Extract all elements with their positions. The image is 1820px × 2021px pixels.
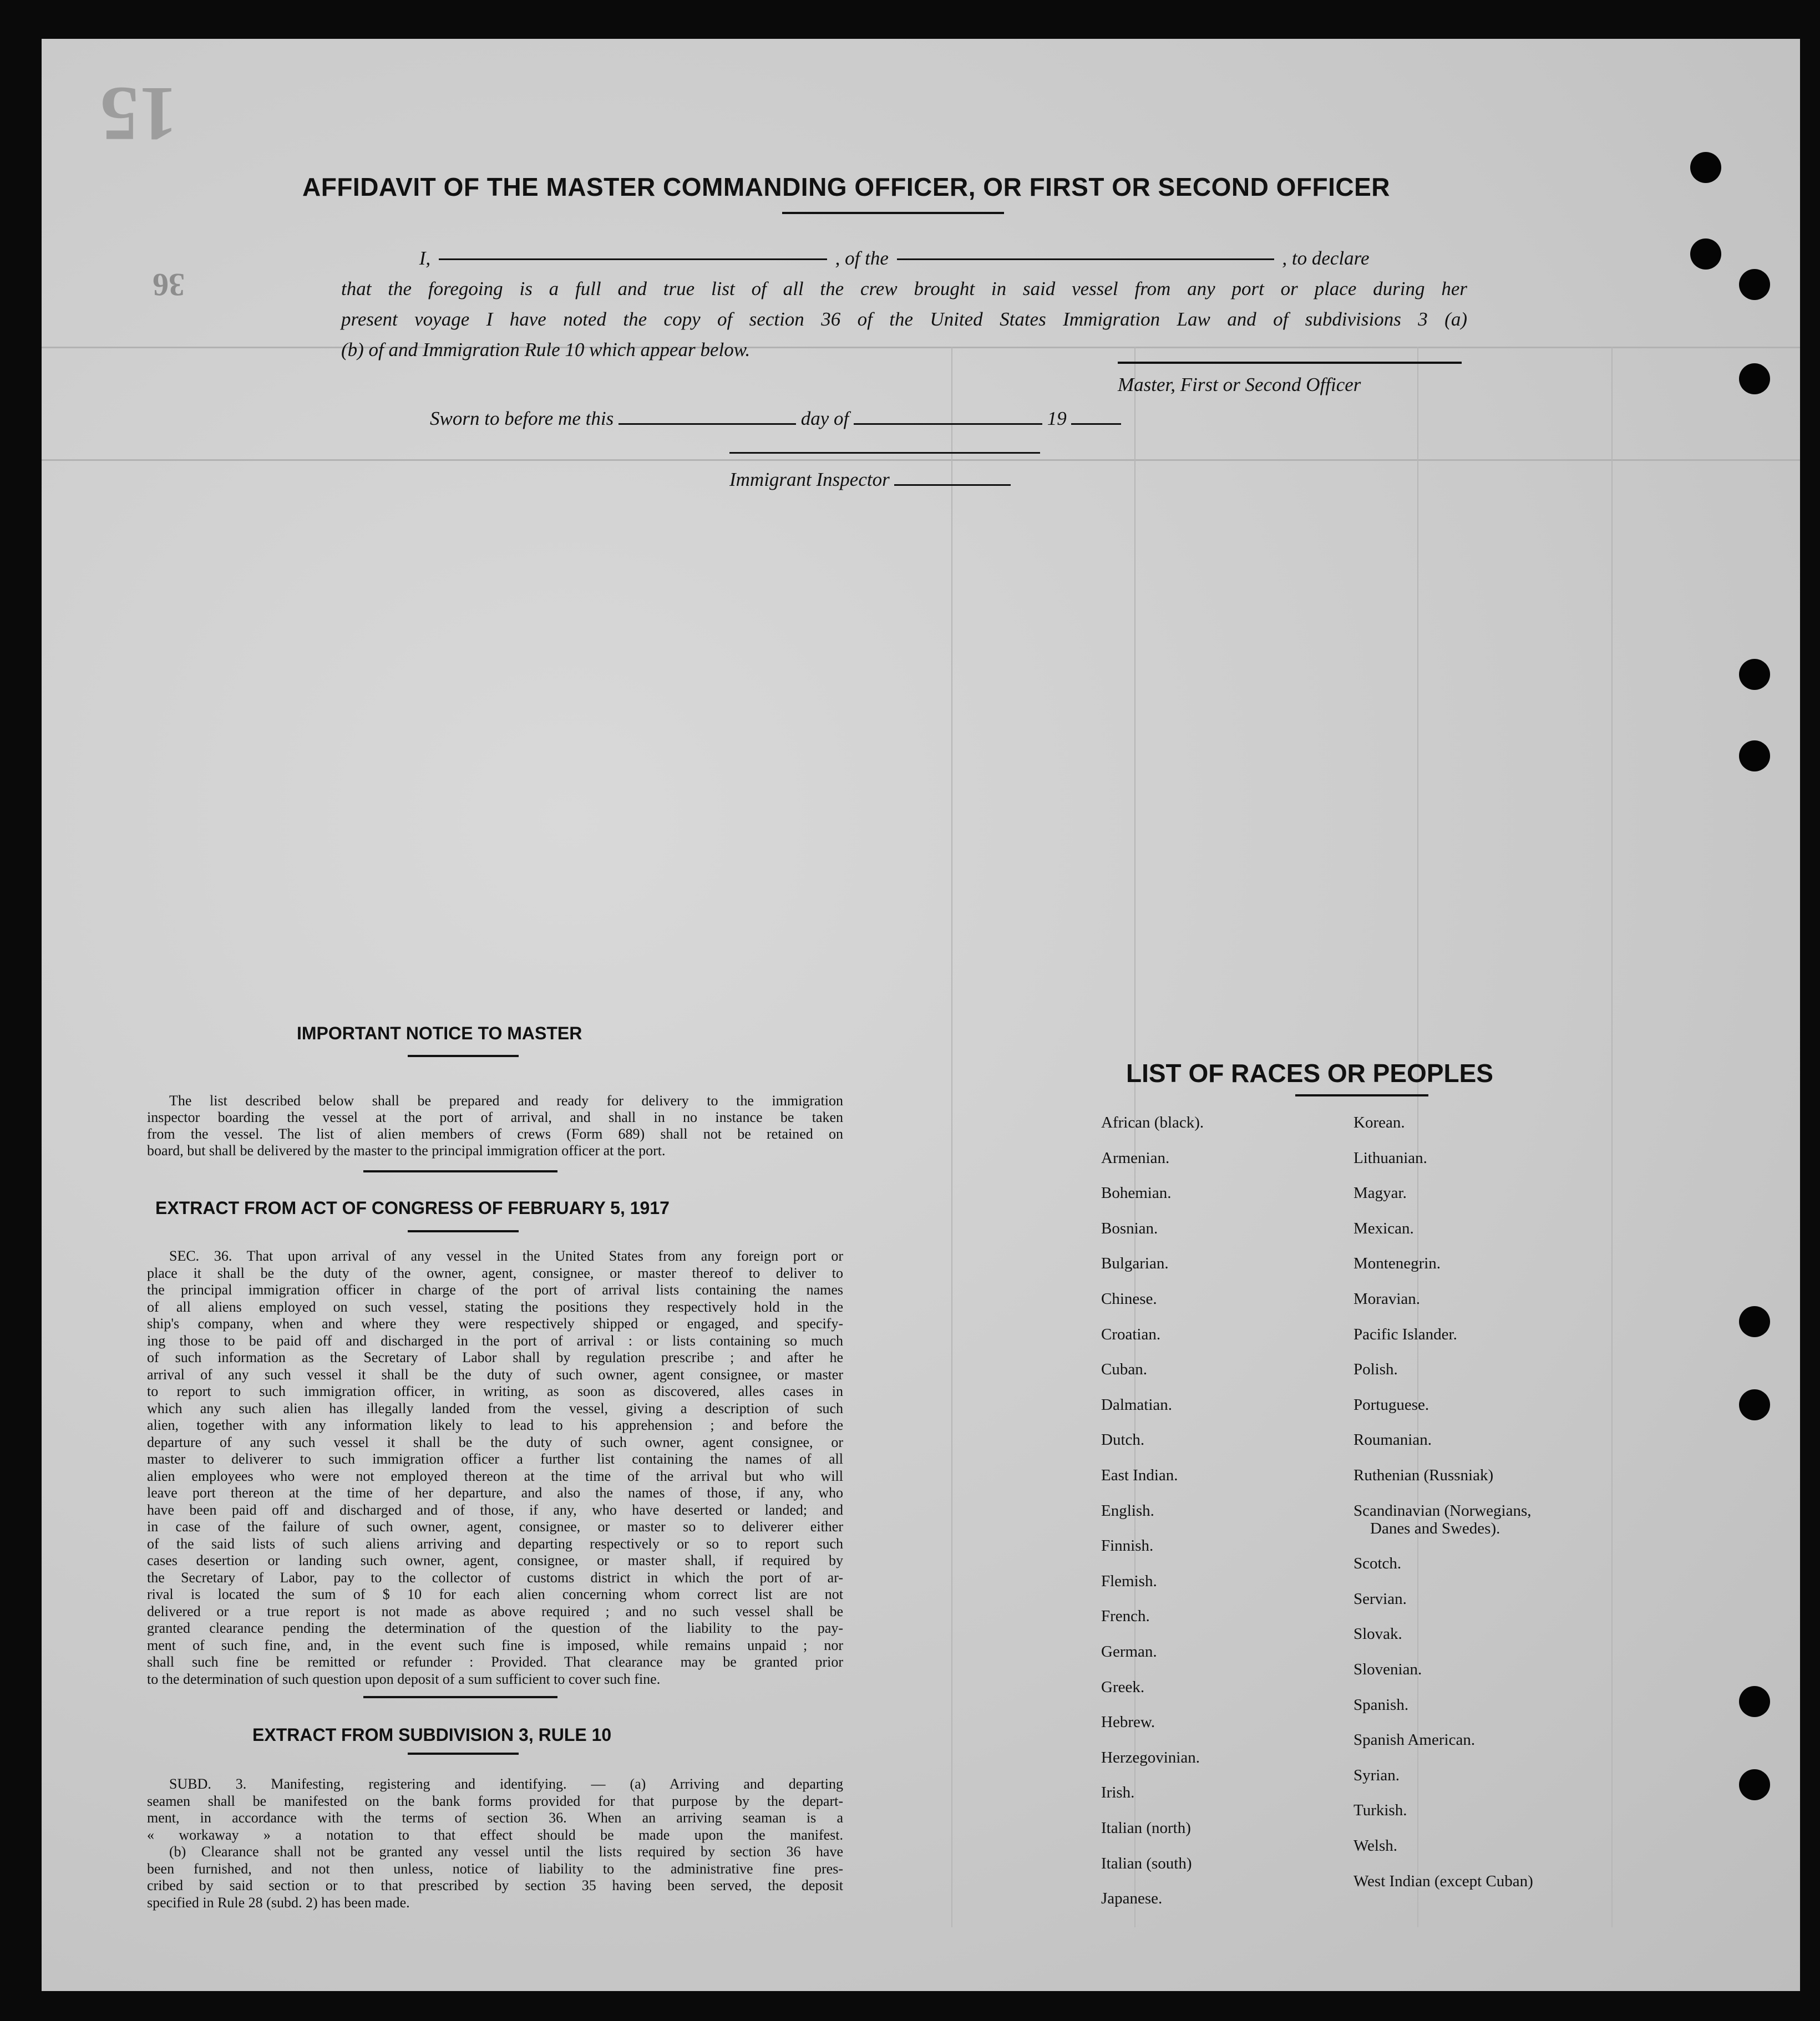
paragraph-line: the Secretary of Labor, pay to the collector of customs district in which the port of ar- <box>147 1569 843 1586</box>
paragraph-line: ment of such fine, and, in the event such fine is imposed, while remains unpaid ; nor <box>147 1637 843 1653</box>
paragraph-line: The list described below shall be prepared and ready for delivery to the immigration <box>169 1093 843 1109</box>
paragraph-line: specified in Rule 28 (subd. 2) has been made. <box>147 1894 410 1911</box>
paragraph-line: shall such fine be remitted or refunder : Provided. That clearance may be granted prior <box>147 1654 843 1670</box>
notice-title: IMPORTANT NOTICE TO MASTER <box>297 1023 582 1043</box>
race-item: German. <box>1101 1643 1157 1661</box>
race-item: Croatian. <box>1101 1325 1161 1343</box>
paragraph-line: to report to such immigration officer, in writing, as soon as discovered, alles cases in <box>147 1383 843 1399</box>
race-item: Welsh. <box>1353 1837 1398 1855</box>
race-item: Spanish. <box>1353 1695 1409 1714</box>
paragraph-line: alien, together with any information likely to lead to his apprehension ; and before the <box>147 1417 843 1433</box>
punch-hole <box>1739 1686 1770 1717</box>
rule-10-title: EXTRACT FROM SUBDIVISION 3, RULE 10 <box>252 1725 612 1745</box>
master-signature-field[interactable] <box>1118 362 1462 364</box>
race-item: Scandinavian (Norwegians, <box>1353 1501 1532 1520</box>
paragraph-line: SUBD. 3. Manifesting, registering and identifying. — (a) Arriving and departing <box>169 1776 843 1792</box>
races-underline <box>1295 1094 1428 1096</box>
affidavit-line-3: present voyage I have noted the copy of section 36 of the United States Immigration Law and of subdivisions 3 (a) <box>341 308 1467 330</box>
race-item: Portuguese. <box>1353 1395 1429 1414</box>
paragraph-line: of all aliens employed on such vessel, stating the positions they respectively hold in the <box>147 1298 843 1315</box>
paragraph-line: arrival of any such vessel it shall be the duty of such owner, agent consignee, or master <box>147 1366 843 1383</box>
paragraph-line: leave port thereon at the time of her departure, and also the names of those, if any, who <box>147 1485 843 1501</box>
race-item: Greek. <box>1101 1678 1145 1696</box>
race-item: Armenian. <box>1101 1149 1170 1167</box>
sworn-line <box>430 408 1121 430</box>
inspector-field[interactable] <box>894 484 1011 486</box>
race-item: Bosnian. <box>1101 1219 1158 1237</box>
race-item: Finnish. <box>1101 1537 1154 1555</box>
paragraph-line: cases desertion or landing such owner, agent, consignee, or master shall, if required by <box>147 1552 843 1568</box>
sworn-month-field[interactable] <box>854 423 1042 425</box>
paragraph-line: ing those to be paid off and discharged in the port of arrival : or lists containing so much <box>147 1332 843 1349</box>
race-item: English. <box>1101 1501 1154 1520</box>
sworn-label: Sworn to before me this <box>430 408 614 429</box>
paragraph-line: been furnished, and not then unless, notice of liability to the administrative fine pres- <box>147 1860 843 1877</box>
race-item: Danes and Swedes). <box>1370 1519 1500 1537</box>
paragraph-line: board, but shall be delivered by the master to the principal immigration officer at the port. <box>147 1142 666 1159</box>
inspector-line <box>729 469 1011 491</box>
race-item: Mexican. <box>1353 1219 1414 1237</box>
race-item: Slovak. <box>1353 1625 1402 1643</box>
race-item: Ruthenian (Russniak) <box>1353 1466 1494 1484</box>
side-number: 36 <box>153 267 185 303</box>
races-title: LIST OF RACES OR PEOPLES <box>1126 1059 1493 1088</box>
race-item: Moravian. <box>1353 1290 1420 1308</box>
paragraph-line: which any such alien has illegally landed from the vessel, giving a description of such <box>147 1400 843 1416</box>
punch-hole <box>1690 152 1721 183</box>
race-item: Syrian. <box>1353 1766 1400 1784</box>
sworn-year-field[interactable] <box>1071 423 1121 425</box>
notice-underline <box>408 1055 519 1057</box>
of-the-label: , of the <box>835 247 889 269</box>
race-item: Chinese. <box>1101 1290 1157 1308</box>
paragraph-line: place it shall be the duty of the owner, agent, consignee, or master thereof to deliver to <box>147 1265 843 1281</box>
punch-hole <box>1739 740 1770 771</box>
paragraph-line: departure of any such vessel it shall be the duty of such owner, agent consignee, or <box>147 1434 843 1450</box>
inspector-signature-line[interactable] <box>729 452 1040 454</box>
sworn-day-field[interactable] <box>619 423 796 425</box>
punch-hole <box>1739 1389 1770 1420</box>
affidavit-body <box>341 243 1467 365</box>
race-item: Korean. <box>1353 1114 1405 1131</box>
paragraph-line: rival is located the sum of $ 10 for each alien concerning whom correct list are not <box>147 1586 843 1602</box>
paragraph-line: delivered or a true report is not made as above required ; and no such vessel shall be <box>147 1603 843 1619</box>
master-signature-label: Master, First or Second Officer <box>1118 374 1361 395</box>
paragraph-line: cribed by said section or to that prescribed by section 35 having been served, the deposit <box>147 1877 843 1893</box>
divider <box>363 1170 557 1172</box>
punch-hole <box>1739 1306 1770 1337</box>
affidavit-title: AFFIDAVIT OF THE MASTER COMMANDING OFFICER, OR FIRST OR SECOND OFFICER <box>302 172 1390 201</box>
race-item: Japanese. <box>1101 1890 1163 1908</box>
paragraph-line: to the determination of such question upon deposit of a sum sufficient to cover such fine. <box>147 1670 661 1687</box>
paragraph-line: in case of the failure of such owner, agent, consignee, or master so to deliverer either <box>147 1519 843 1535</box>
officer-name-field[interactable] <box>439 258 827 260</box>
race-item: Montenegrin. <box>1353 1255 1441 1273</box>
bleed-through-column-line <box>1417 347 1418 1927</box>
divider <box>363 1696 557 1698</box>
race-item: Spanish American. <box>1353 1731 1476 1749</box>
paragraph-line: seamen shall be manifested on the bank forms provided for that purpose by the depart- <box>147 1793 843 1809</box>
race-item: Cuban. <box>1101 1360 1147 1379</box>
paragraph-line: ship's company, when and where they were respectively shipped or engaged, and specify- <box>147 1316 843 1332</box>
race-item: Bohemian. <box>1101 1184 1172 1202</box>
section-36-body <box>147 1248 843 1688</box>
paragraph-line: from the vessel. The list of alien members of crews (Form 689) shall not be retained on <box>147 1126 843 1142</box>
bleed-through-column-line <box>951 347 952 1927</box>
race-item: Hebrew. <box>1101 1713 1155 1731</box>
congress-extract-title: EXTRACT FROM ACT OF CONGRESS OF FEBRUARY 5, 1917 <box>155 1198 670 1218</box>
rule-10-underline <box>408 1753 519 1755</box>
paragraph-line: « workaway » a notation to that effect should be made upon the manifest. <box>147 1826 843 1843</box>
vessel-name-field[interactable] <box>897 258 1274 260</box>
race-item: African (black). <box>1101 1114 1204 1131</box>
paragraph-line: of the said lists of such aliens arriving and departing respectively or so to report such <box>147 1535 843 1552</box>
to-declare-label: , to declare <box>1282 247 1370 269</box>
paragraph-line: inspector boarding the vessel at the port of arrival, and shall in no instance be taken <box>147 1109 843 1125</box>
race-item: Lithuanian. <box>1353 1149 1427 1167</box>
race-item: Dalmatian. <box>1101 1395 1173 1414</box>
affidavit-line-2: that the foregoing is a full and true list of all the crew brought in said vessel from any port or place during her <box>341 278 1467 299</box>
race-item: Herzegovinian. <box>1101 1748 1200 1766</box>
race-item: Magyar. <box>1353 1184 1407 1202</box>
paragraph-line: master to deliverer to such immigration officer a further list containing the names of all <box>147 1451 843 1467</box>
punch-hole <box>1739 363 1770 394</box>
race-item: Roumanian. <box>1353 1431 1432 1449</box>
congress-underline <box>408 1230 519 1232</box>
i-label: I, <box>419 247 431 269</box>
title-underline <box>782 212 1004 214</box>
race-item: Slovenian. <box>1353 1661 1422 1678</box>
affidavit-declaration-line <box>341 243 1467 273</box>
notice-body <box>147 1093 843 1159</box>
paragraph-line: alien employees who were not employed thereon at the time of the arrival but who will <box>147 1467 843 1484</box>
paragraph-line: have been paid off and discharged and of those, if any, who have deserted or landed; and <box>147 1501 843 1518</box>
race-item: East Indian. <box>1101 1466 1178 1484</box>
rule-10-body <box>147 1776 843 1911</box>
race-item: French. <box>1101 1607 1150 1626</box>
race-item: Servian. <box>1353 1590 1407 1608</box>
inspector-label: Immigrant Inspector <box>729 469 890 490</box>
paragraph-line: the principal immigration officer in charge of the port of arrival lists containing the names <box>147 1282 843 1298</box>
paragraph-line: (b) Clearance shall not be granted any vessel until the lists required by section 36 have <box>169 1844 843 1860</box>
race-item: Flemish. <box>1101 1572 1157 1590</box>
race-item: Turkish. <box>1353 1801 1407 1820</box>
day-of-label: day of <box>800 408 849 429</box>
race-item: Italian (south) <box>1101 1854 1192 1872</box>
page-number: 15 <box>100 71 178 157</box>
paragraph-line: SEC. 36. That upon arrival of any vessel in the United States from any foreign port or <box>169 1248 843 1264</box>
punch-hole <box>1690 238 1721 270</box>
punch-hole <box>1739 269 1770 300</box>
paragraph-line: granted clearance pending the determination of the question of the liability to the pay- <box>147 1620 843 1636</box>
race-item: Pacific Islander. <box>1353 1325 1457 1343</box>
race-item: Polish. <box>1353 1360 1398 1379</box>
document-page <box>42 39 1800 1991</box>
race-item: Scotch. <box>1353 1555 1402 1573</box>
race-item: Bulgarian. <box>1101 1255 1169 1273</box>
punch-hole <box>1739 1769 1770 1800</box>
paragraph-line: ment, in accordance with the terms of section 36. When an arriving seaman is a <box>147 1810 843 1826</box>
year-label: 19 <box>1047 408 1067 429</box>
race-item: Irish. <box>1101 1784 1135 1802</box>
paragraph-line: of such information as the Secretary of Labor shall by regulation prescribe ; and after he <box>147 1349 843 1365</box>
race-item: Dutch. <box>1101 1431 1145 1449</box>
race-item: West Indian (except Cuban) <box>1353 1872 1533 1890</box>
race-item: Italian (north) <box>1101 1819 1191 1837</box>
affidavit-line-4: (b) of and Immigration Rule 10 which appear below. <box>341 339 751 360</box>
bleed-through-column-line <box>1611 347 1613 1927</box>
punch-hole <box>1739 659 1770 690</box>
